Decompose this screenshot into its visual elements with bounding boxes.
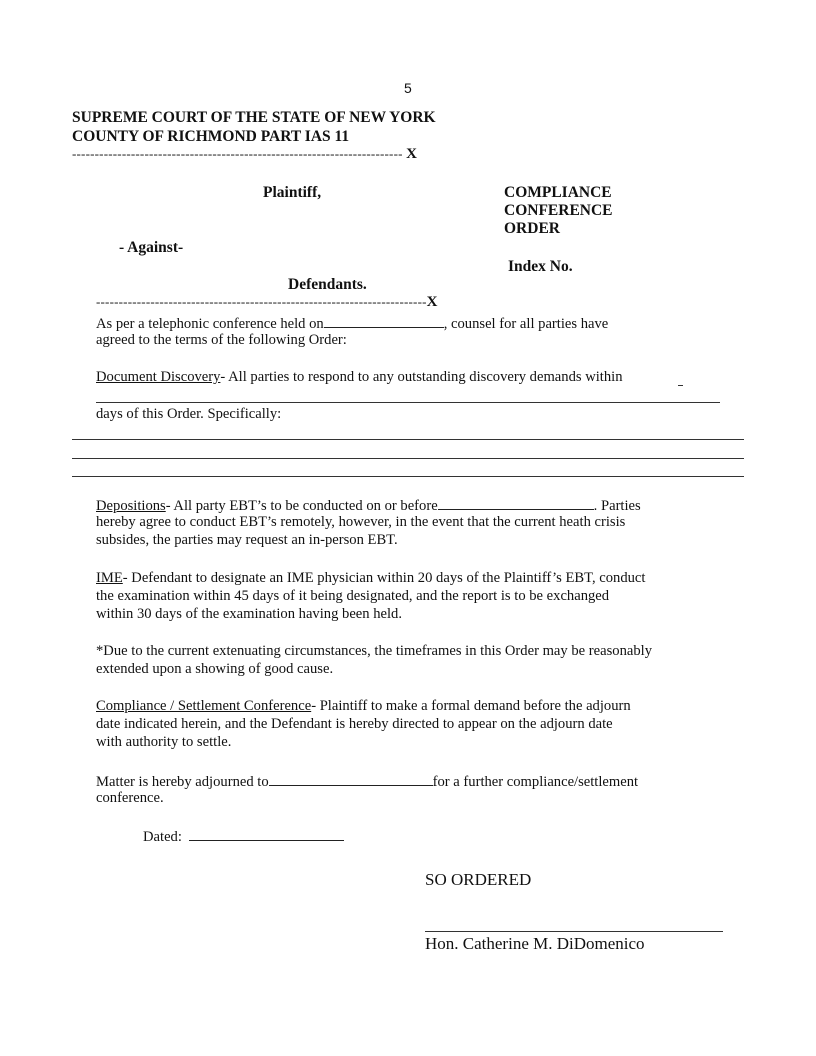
depositions-line3: subsides, the parties may request an in-person EBT. <box>96 532 398 548</box>
ime-line3: within 30 days of the examination having been held. <box>96 606 402 622</box>
specifics-line-2[interactable] <box>72 458 744 459</box>
intro-paragraph-line2: agreed to the terms of the following Order: <box>96 332 347 348</box>
ime-line1 <box>96 569 645 588</box>
page-number: 5 <box>404 80 412 96</box>
adjournment-text-continued: for a further compliance/settlement <box>432 774 639 790</box>
discovery-days-blank[interactable] <box>96 402 720 403</box>
dated-label: Dated: <box>143 829 182 845</box>
plaintiff-label: Plaintiff, <box>263 184 322 201</box>
compliance-text: - Plaintiff to make a formal demand before the adjourn <box>311 698 631 714</box>
dated-blank[interactable] <box>189 826 344 841</box>
compliance-line2: date indicated herein, and the Defendant is hereby directed to appear on the adjourn date <box>96 716 613 732</box>
compliance-line3: with authority to settle. <box>96 734 232 750</box>
separator-x: X <box>426 294 438 310</box>
document-discovery-line1 <box>96 368 623 387</box>
document-discovery-line2: days of this Order. Specifically: <box>96 406 282 422</box>
specifics-line-1[interactable] <box>72 439 744 440</box>
adjournment-text: Matter is hereby adjourned to <box>96 774 269 790</box>
discovery-days-blank-start <box>678 385 683 386</box>
order-title-line1: COMPLIANCE <box>504 184 612 201</box>
depositions-text: - All party EBT’s to be conducted on or before <box>165 498 438 514</box>
defendants-label: Defendants. <box>288 276 367 293</box>
separator-dashes: ------------------------------------------------------------------------- <box>96 294 427 309</box>
intro-text: As per a telephonic conference held on <box>96 316 324 332</box>
depositions-line2: hereby agree to conduct EBT’s remotely, however, in the event that the current heath crisis <box>96 514 626 530</box>
index-number-label: Index No. <box>508 258 573 275</box>
compliance-line1 <box>96 697 631 716</box>
conference-date-blank[interactable] <box>324 313 444 328</box>
separator-dashes: ------------------------------------------------------------------------- <box>72 146 403 161</box>
separator-x: X <box>406 146 418 162</box>
signature-line[interactable] <box>425 931 723 932</box>
ebt-deadline-blank[interactable] <box>438 495 594 510</box>
document-discovery-heading: Document Discovery <box>96 369 221 385</box>
caption-separator-top <box>72 146 417 163</box>
so-ordered: SO ORDERED <box>425 870 532 889</box>
adjourn-date-blank[interactable] <box>269 771 433 786</box>
ime-line2: the examination within 45 days of it being designated, and the report is to be exchanged <box>96 588 610 604</box>
adjournment-line2: conference. <box>96 790 164 806</box>
order-title-line3: ORDER <box>504 220 560 237</box>
extenuating-note-line2: extended upon a showing of good cause. <box>96 661 334 677</box>
ime-text: - Defendant to designate an IME physician within 20 days of the Plaintiff’s EBT, conduct <box>122 570 646 586</box>
document-discovery-text: - All parties to respond to any outstanding discovery demands within <box>220 369 623 385</box>
adjournment-line1 <box>96 771 638 792</box>
order-title-line2: CONFERENCE <box>504 202 613 219</box>
court-name: SUPREME COURT OF THE STATE OF NEW YORK <box>72 109 436 126</box>
depositions-text-continued: . Parties <box>593 498 641 514</box>
ime-heading: IME <box>96 570 123 586</box>
dated-line <box>143 826 344 847</box>
judge-name: Hon. Catherine M. DiDomenico <box>425 934 645 953</box>
court-county-part: COUNTY OF RICHMOND PART IAS 11 <box>72 128 350 145</box>
caption-separator-bottom <box>96 294 438 311</box>
specifics-line-3[interactable] <box>72 476 744 477</box>
depositions-heading: Depositions <box>96 498 166 514</box>
extenuating-note-line1: *Due to the current extenuating circumstances, the timeframes in this Order may be reasonably <box>96 643 652 659</box>
compliance-heading: Compliance / Settlement Conference <box>96 698 312 714</box>
intro-text-continued: , counsel for all parties have <box>443 316 609 332</box>
against-label: - Against- <box>119 239 184 256</box>
